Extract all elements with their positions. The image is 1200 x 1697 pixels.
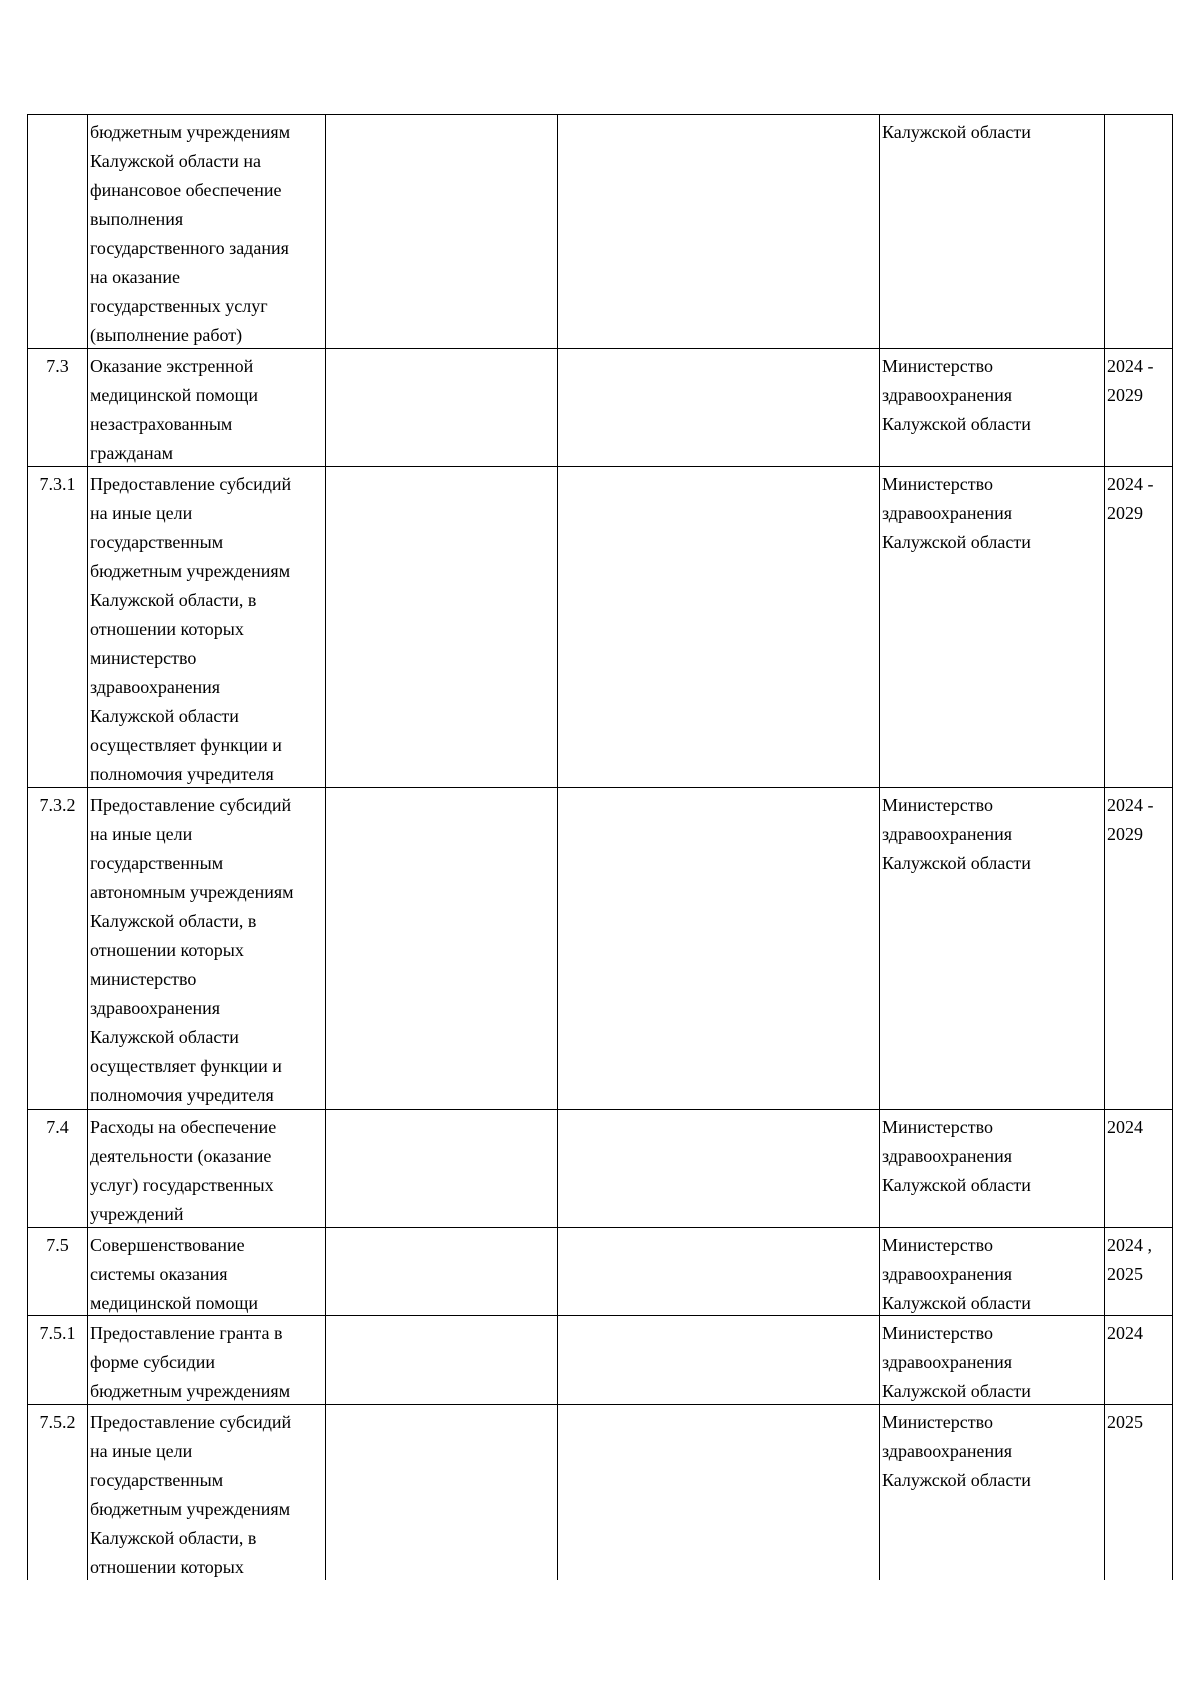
row-col3 bbox=[326, 349, 557, 466]
row-period: 2024 , 2025 bbox=[1107, 1235, 1152, 1284]
row-col4 bbox=[558, 467, 879, 787]
row-number: 7.3.1 bbox=[39, 474, 76, 494]
table-row-border bbox=[27, 466, 1173, 467]
row-executor: Министерство здравоохранения Калужской области bbox=[882, 1412, 1031, 1490]
row-name: бюджетным учреждениям Калужской области на финансовое обеспечение выполнения государственного задания на оказание государственных услуг (выполнение работ) bbox=[90, 122, 291, 345]
row-number: 7.5 bbox=[46, 1235, 69, 1255]
row-executor: Министерство здравоохранения Калужской области bbox=[882, 795, 1031, 873]
row-col4 bbox=[558, 1405, 879, 1580]
row-col4 bbox=[558, 1110, 879, 1227]
table-row-border bbox=[27, 1109, 1173, 1110]
row-period bbox=[1105, 115, 1173, 348]
row-executor: Министерство здравоохранения Калужской области bbox=[882, 1235, 1031, 1313]
row-number: 7.4 bbox=[46, 1117, 69, 1137]
row-name: Совершенствование системы оказания медицинской помощи bbox=[90, 1235, 258, 1313]
row-name: Предоставление субсидий на иные цели государственным автономным учреждениям Калужской области, в отношении которых министерство здравоохранения Калужской области осуществляет функции и полномочия учредителя bbox=[90, 795, 294, 1105]
row-number: 7.3 bbox=[46, 356, 69, 376]
row-name: Предоставление субсидий на иные цели государственным бюджетным учреждениям Калужской области, в отношении которых bbox=[90, 1412, 292, 1577]
table-column-border bbox=[27, 114, 28, 1580]
table-row-border bbox=[27, 1315, 1173, 1316]
row-number bbox=[28, 115, 87, 348]
row-col3 bbox=[326, 1228, 557, 1315]
table-column-border bbox=[1172, 114, 1173, 1580]
row-col3 bbox=[326, 1110, 557, 1227]
table-column-border bbox=[557, 114, 558, 1580]
row-number: 7.5.1 bbox=[39, 1323, 76, 1343]
table-column-border bbox=[87, 114, 88, 1580]
table-column-border bbox=[879, 114, 880, 1580]
row-col3 bbox=[326, 467, 557, 787]
row-executor: Министерство здравоохранения Калужской области bbox=[882, 1323, 1031, 1401]
row-executor: Министерство здравоохранения Калужской области bbox=[882, 1117, 1031, 1195]
document-table bbox=[27, 114, 1173, 1580]
table-row-border bbox=[27, 787, 1173, 788]
row-period: 2024 bbox=[1107, 1117, 1143, 1137]
row-period: 2024 - 2029 bbox=[1107, 474, 1154, 523]
table-column-border bbox=[1104, 114, 1105, 1580]
row-executor: Министерство здравоохранения Калужской области bbox=[882, 356, 1031, 434]
row-period: 2024 - 2029 bbox=[1107, 795, 1154, 844]
table-row-border bbox=[27, 1227, 1173, 1228]
row-col4 bbox=[558, 349, 879, 466]
table-row-border bbox=[27, 348, 1173, 349]
row-col4 bbox=[558, 1228, 879, 1315]
table-column-border bbox=[325, 114, 326, 1580]
row-col3 bbox=[326, 788, 557, 1109]
row-period: 2025 bbox=[1107, 1412, 1143, 1432]
table-row-border bbox=[27, 114, 1173, 115]
row-executor: Калужской области bbox=[882, 122, 1031, 142]
row-name: Оказание экстренной медицинской помощи незастрахованным гражданам bbox=[90, 356, 258, 463]
row-executor: Министерство здравоохранения Калужской области bbox=[882, 474, 1031, 552]
row-period: 2024 - 2029 bbox=[1107, 356, 1154, 405]
row-col3 bbox=[326, 1405, 557, 1580]
row-col3 bbox=[326, 115, 557, 348]
row-name: Предоставление гранта в форме субсидии бюджетным учреждениям bbox=[90, 1323, 291, 1401]
row-name: Расходы на обеспечение деятельности (оказание услуг) государственных учреждений bbox=[90, 1117, 277, 1224]
row-col4 bbox=[558, 1316, 879, 1404]
row-col4 bbox=[558, 115, 879, 348]
row-number: 7.3.2 bbox=[39, 795, 76, 815]
row-col4 bbox=[558, 788, 879, 1109]
row-number: 7.5.2 bbox=[39, 1412, 76, 1432]
row-period: 2024 bbox=[1107, 1323, 1143, 1343]
table-row-border bbox=[27, 1404, 1173, 1405]
row-col3 bbox=[326, 1316, 557, 1404]
row-name: Предоставление субсидий на иные цели государственным бюджетным учреждениям Калужской области, в отношении которых министерство здравоохранения Калужской области осуществляет функции и полномочия учредителя bbox=[90, 474, 292, 784]
